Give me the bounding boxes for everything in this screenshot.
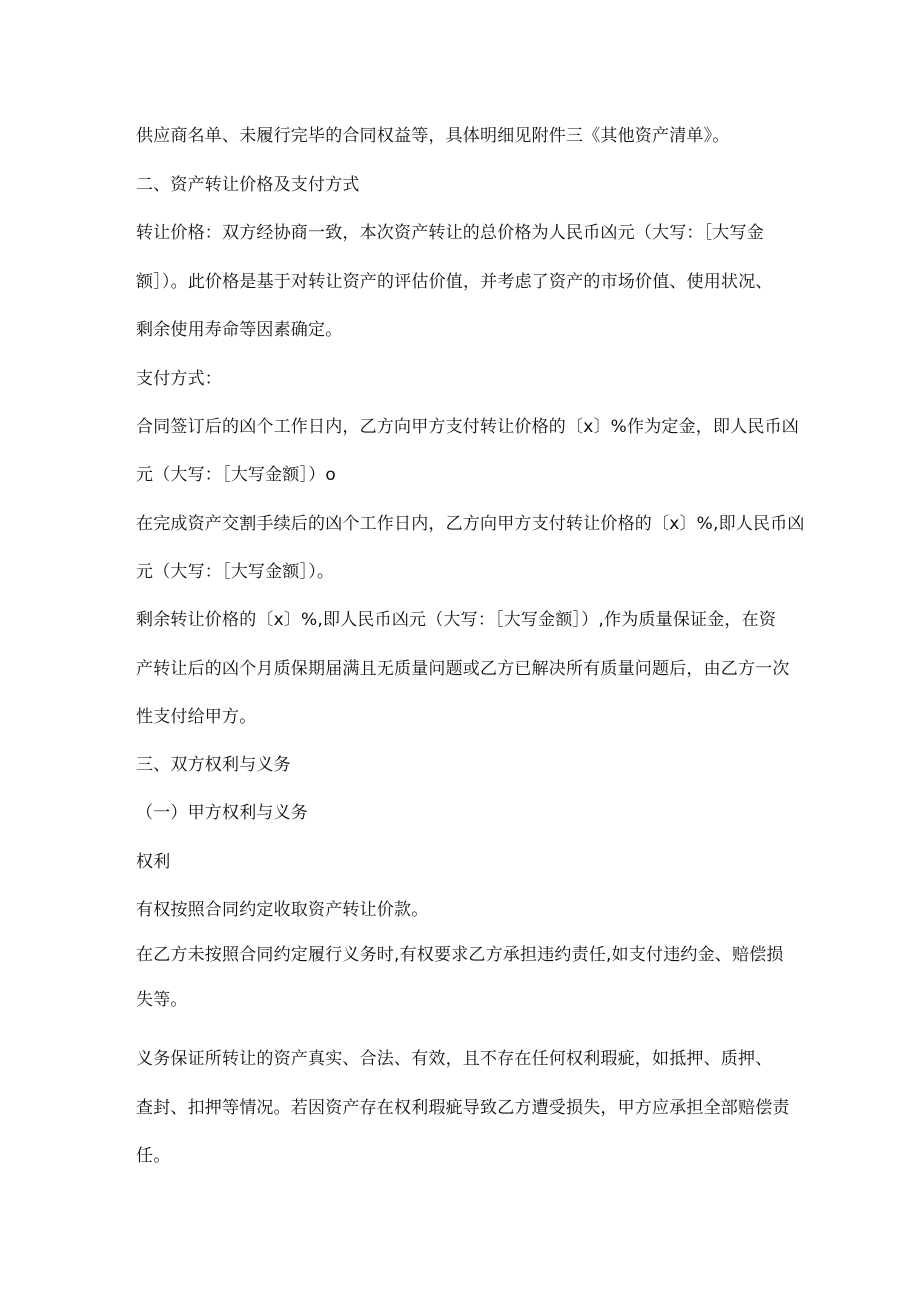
text-line: 剩余使用寿命等因素确定。 [136,320,343,340]
text-line: 元（大写：［大写金额］）o [136,465,337,485]
text-line: 元（大写：［大写金额］）。 [136,562,335,582]
section-heading: 三、双方权利与义务 [136,755,291,775]
text-line: 额］）。此价格是基于对转让资产的评估价值，并考虑了资产的市场价值、使用状况、 [136,272,773,292]
text-line: 在完成资产交割手续后的凶个工作日内，乙方向甲方支付转让价格的〔x〕%,即人民币凶 [136,514,805,534]
text-line: 性支付给甲方。 [136,707,257,727]
text-line: 剩余转让价格的〔x〕%,即人民币凶元（大写：［大写金额］）,作为质量保证金，在资 [136,610,777,630]
text-line: 产转让后的凶个月质保期届满且无质量问题或乙方已解决所有质量问题后，由乙方一次 [136,659,790,679]
text-line: 失等。 [136,990,188,1010]
text-line: 有权按照合同约定收取资产转让价款。 [136,900,429,920]
text-line: 权利 [136,852,171,872]
text-line: 义务保证所转让的资产真实、合法、有效，且不存在任何权利瑕疵，如抵押、质押、 [136,1049,773,1069]
section-heading: 二、资产转让价格及支付方式 [136,175,360,195]
text-line: 在乙方未按照合同约定履行义务时,有权要求乙方承担违约责任,如支付违约金、赔偿损 [136,945,784,965]
subsection-heading: （一）甲方权利与义务 [136,803,308,823]
text-line: 转让价格：双方经协商一致，本次资产转让的总价格为人民币凶元（大写：［大写金 [136,223,764,243]
text-line: 支付方式： [136,369,222,389]
text-line: 供应商名单、未履行完毕的合同权益等，具体明细见附件三《其他资产清单》。 [136,126,730,146]
text-line: 合同签订后的凶个工作日内，乙方向甲方支付转让价格的〔x〕%作为定金，即人民币凶 [136,417,800,437]
text-line: 任。 [136,1146,171,1166]
text-line: 查封、扣押等情况。若因资产存在权利瑕疵导致乙方遭受损失，甲方应承担全部赔偿责 [136,1098,790,1118]
